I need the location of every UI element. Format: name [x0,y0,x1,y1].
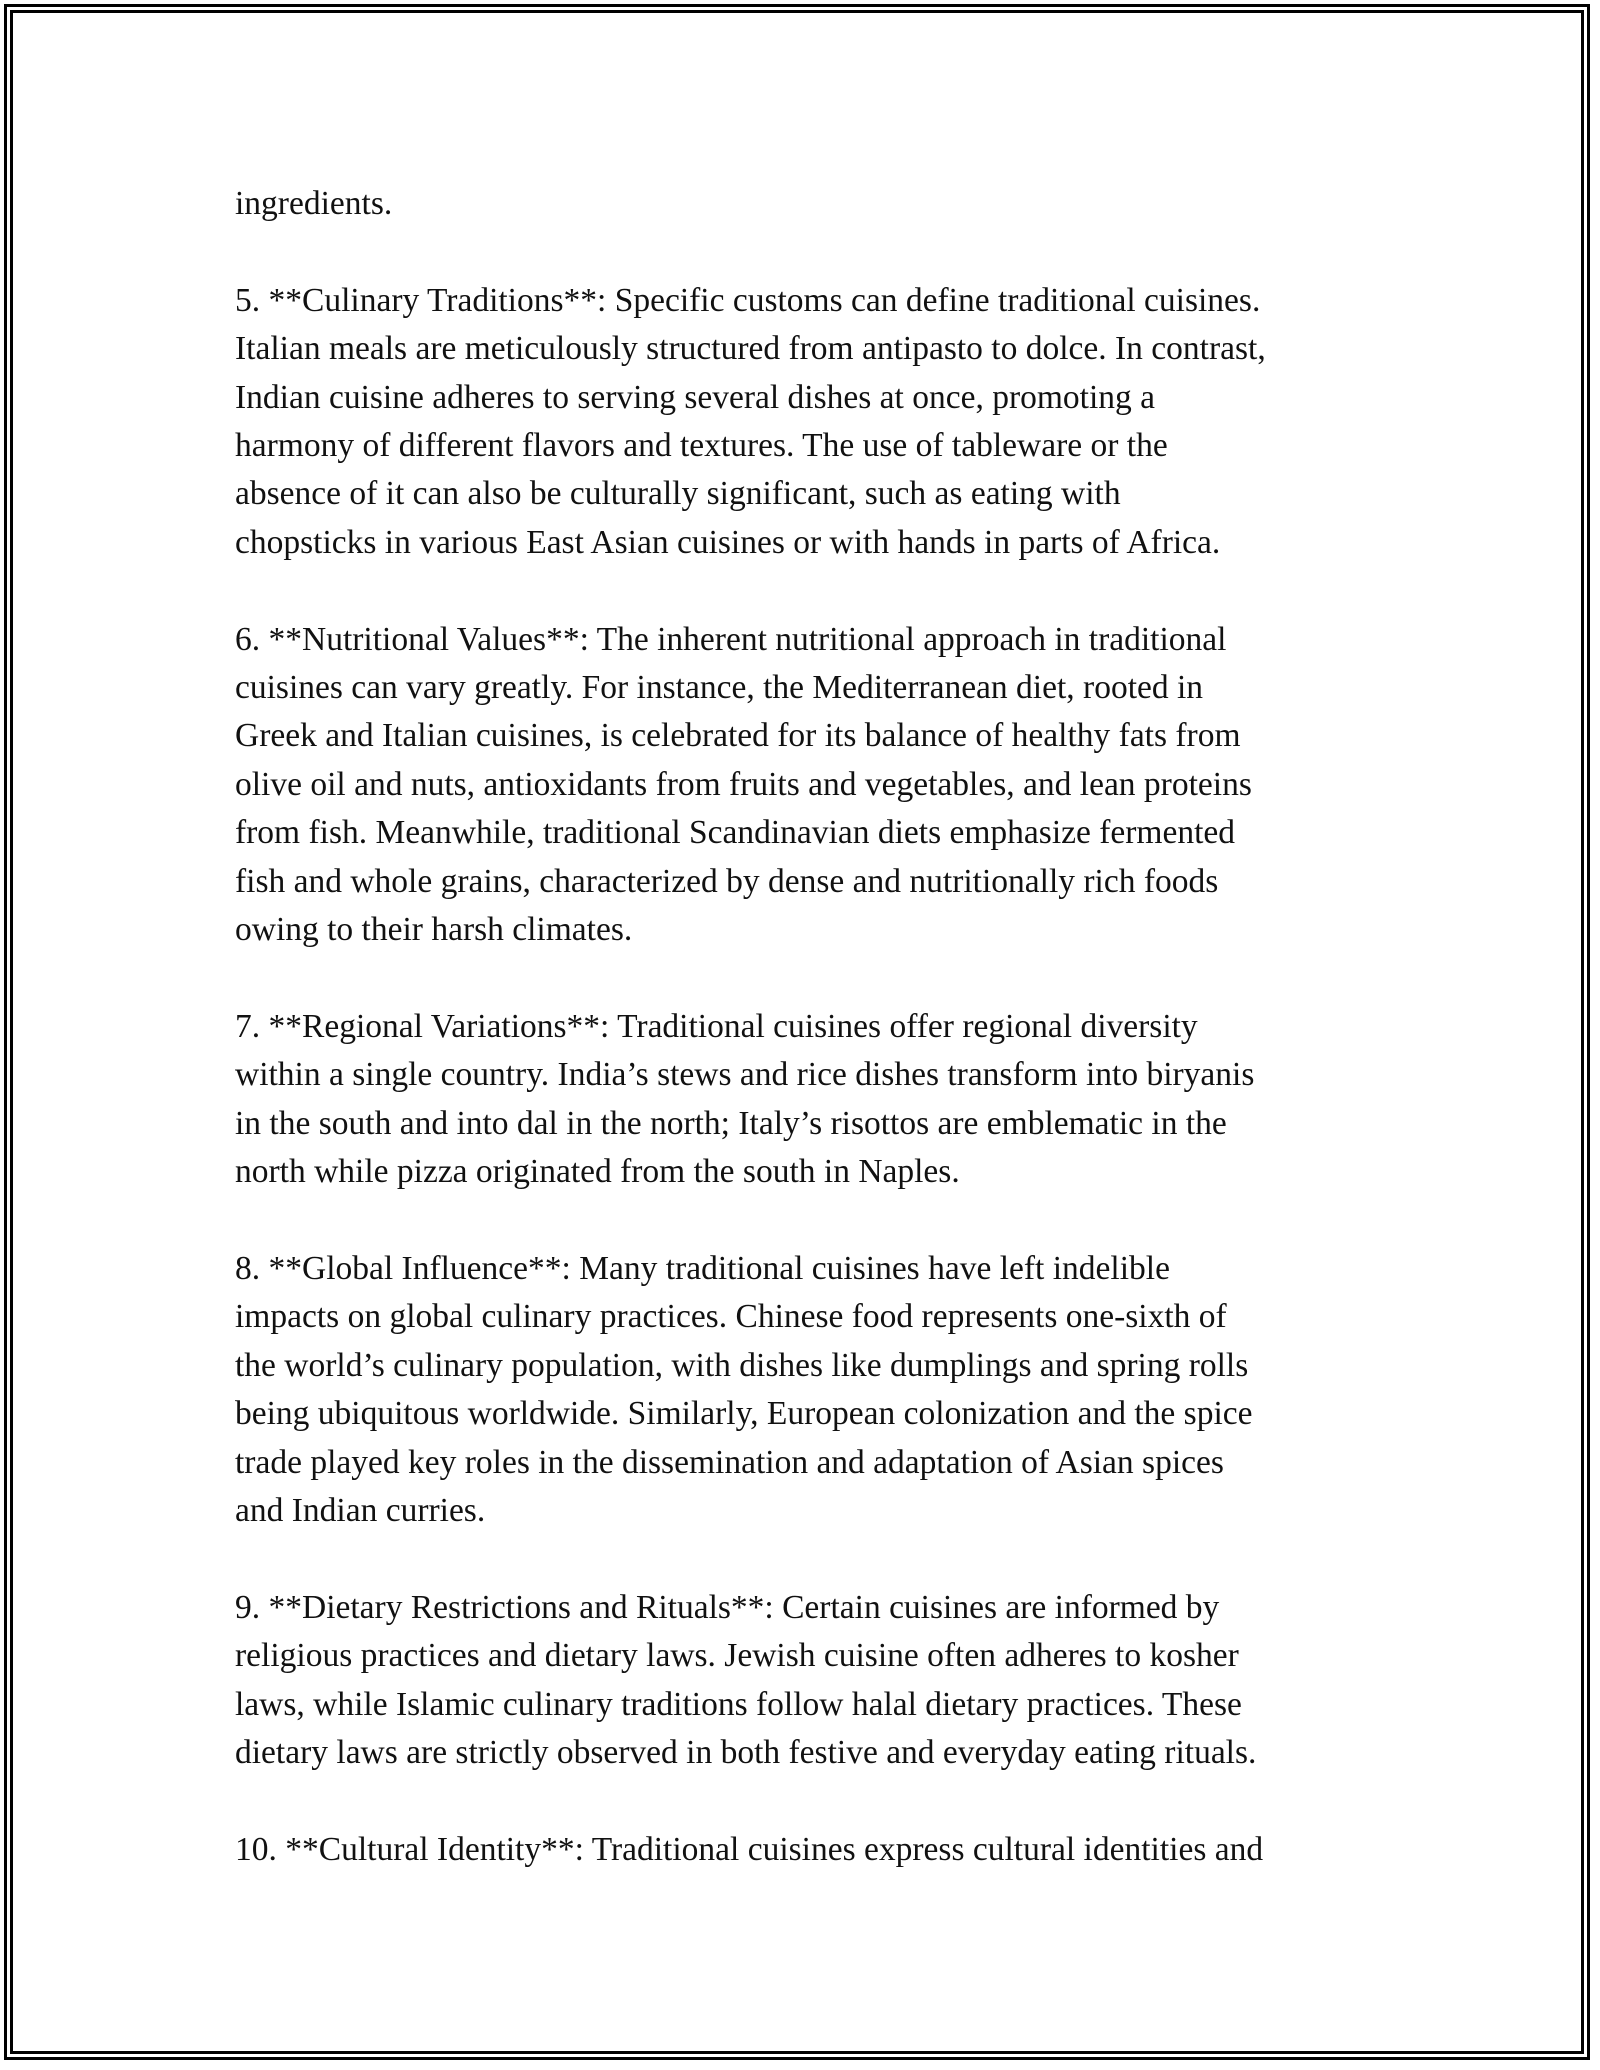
paragraph-continuation: ingredients. [235,185,393,222]
paragraph-regional-variations: 7. **Regional Variations**: Traditional cuisines offer regional diversity within a single country. India’s stews and rice dishes transform into biryanis in the south and into dal in the north; Italy’s risottos are emblematic in the north while pizza originated from the south in Naples. [235,1007,1255,1191]
paragraph-cultural-identity: 10. **Cultural Identity**: Traditional cuisines express cultural identities and [235,1830,1264,1868]
paragraph-global-influence: 8. **Global Influence**: Many traditional cuisines have left indelible impacts on global culinary practices. Chinese food represents one-sixth of the world’s culinary population, with dishes like dumplings and spring rolls being ubiquitous worldwide. Similarly, European colonization and the spice trade played key roles in the dissemination and adaptation of Asian spices and Indian curries. [235,1249,1253,1529]
document-body [235,180,1415,1923]
paragraph-culinary-traditions: 5. **Culinary Traditions**: Specific customs can define traditional cuisines. Italian meals are meticulously structured from antipasto to dolce. In contrast, Indian cuisine adheres to serving several dishes at once, promoting a harmony of different flavors and textures. The use of tableware or the absence of it can also be culturally significant, such as eating with chopsticks in various East Asian cuisines or with hands in parts of Africa. [235,281,1266,561]
paragraph-nutritional-values: 6. **Nutritional Values**: The inherent nutritional approach in traditional cuisines can vary greatly. For instance, the Mediterranean diet, rooted in Greek and Italian cuisines, is celebrated for its balance of healthy fats from olive oil and nuts, antioxidants from fruits and vegetables, and lean proteins from fish. Meanwhile, traditional Scandinavian diets emphasize fermented fish and whole grains, characterized by dense and nutritionally rich foods owing to their harsh climates. [235,620,1252,949]
paragraph-dietary-restrictions: 9. **Dietary Restrictions and Rituals**: Certain cuisines are informed by religious practices and dietary laws. Jewish cuisine often adheres to kosher laws, while Islamic culinary traditions follow halal dietary practices. These dietary laws are strictly observed in both festive and everyday eating rituals. [235,1588,1257,1771]
